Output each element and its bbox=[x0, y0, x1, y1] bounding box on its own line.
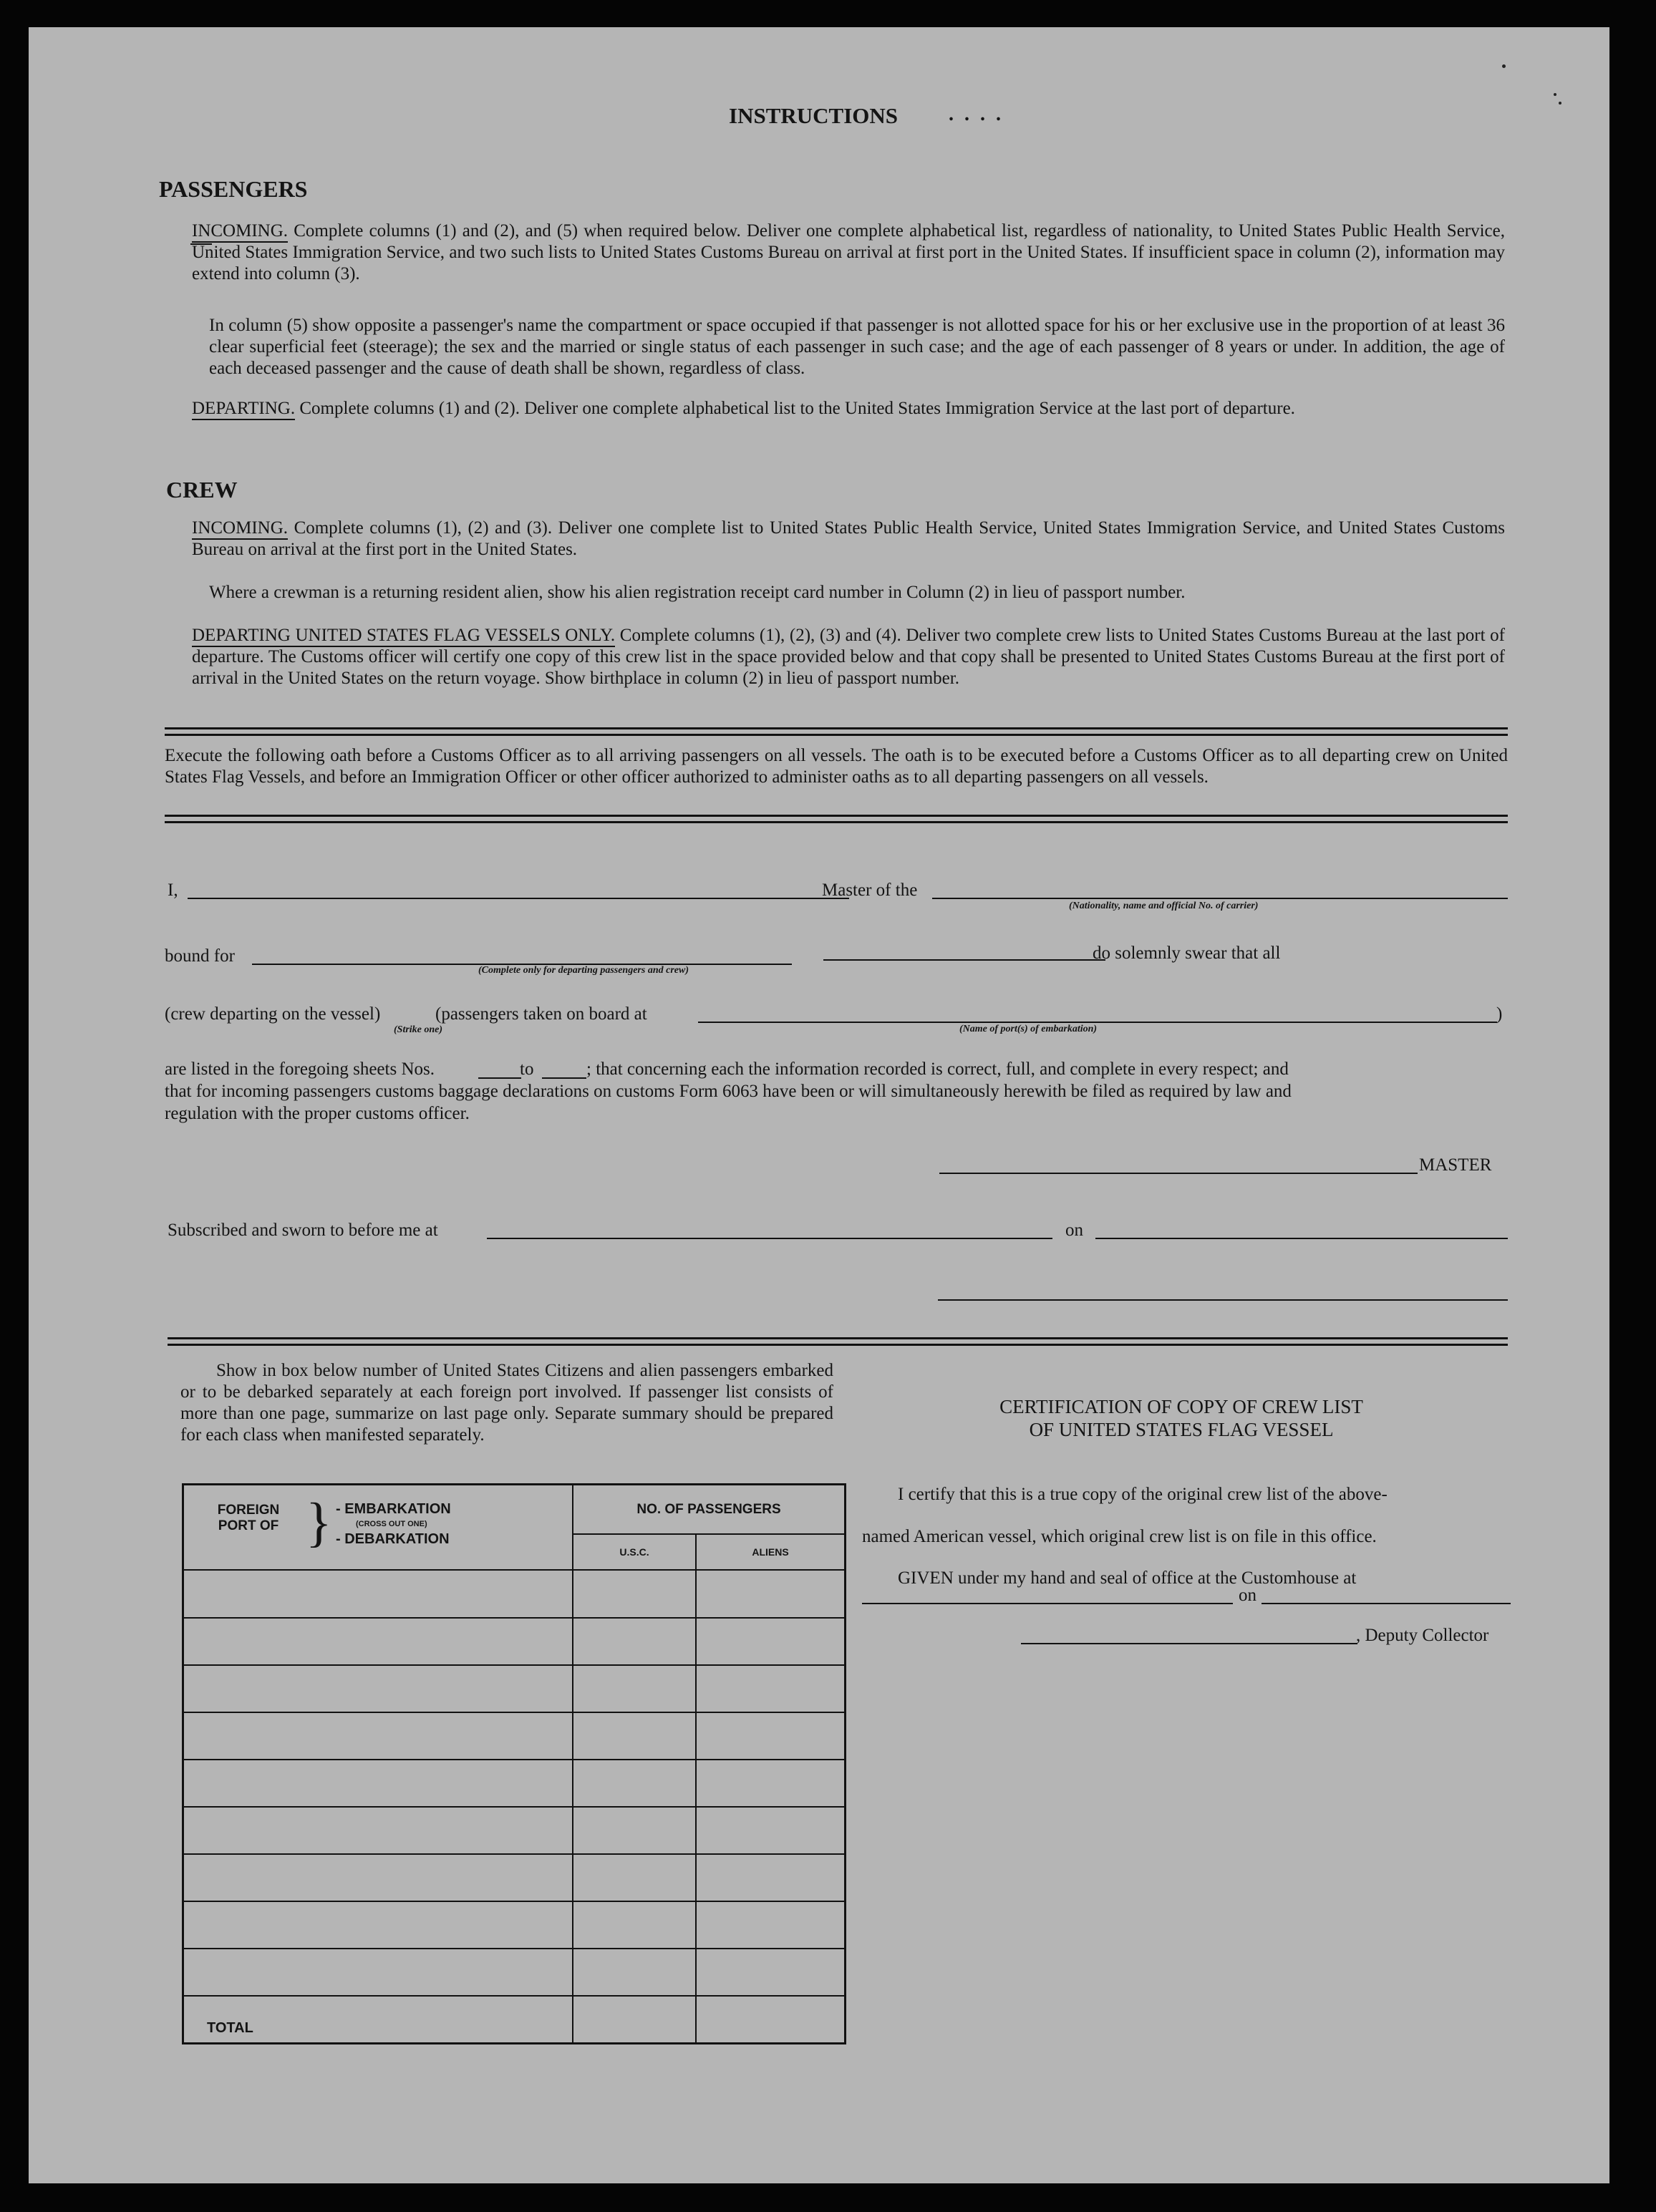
certification-heading-line-1: CERTIFICATION OF COPY OF CREW LIST bbox=[999, 1396, 1363, 1417]
summary-instructions: Show in box below number of United States Citizens and alien passengers embarked or to be debarked separately at each foreign port involved. If passenger list consists of more than one page, summarize on last page only. Separate summary should be prepared for each class when manifested separately. bbox=[180, 1361, 833, 1445]
usc-cell[interactable] bbox=[573, 1570, 696, 1617]
passengers-departing-label: DEPARTING. bbox=[192, 399, 295, 420]
sworn-date-field[interactable] bbox=[1095, 1238, 1508, 1239]
aliens-cell[interactable] bbox=[696, 1949, 846, 1996]
port-cell[interactable] bbox=[183, 1665, 573, 1712]
title-marks: . . . . bbox=[949, 103, 1004, 125]
nationality-note: (Nationality, name and official No. of carrier) bbox=[1069, 901, 1259, 911]
brace-symbol: } bbox=[306, 1492, 332, 1553]
crew-incoming-text: Complete columns (1), (2) and (3). Deliver one complete list to United States Public Health Service, United States Immigration Service, and United States Customs Bureau on arrival at the first port in the United States. bbox=[192, 518, 1506, 559]
master-of-the-label: Master of the bbox=[822, 881, 918, 900]
usc-header: U.S.C. bbox=[573, 1534, 696, 1570]
total-row-label-cell bbox=[183, 1996, 573, 2043]
master-label: MASTER bbox=[1419, 1155, 1492, 1175]
aliens-cell[interactable] bbox=[696, 1570, 846, 1617]
debarkation-option[interactable]: - DEBARKATION bbox=[336, 1531, 450, 1547]
aliens-cell[interactable] bbox=[696, 1901, 846, 1949]
section-divider bbox=[165, 727, 1508, 736]
subscribed-label: Subscribed and sworn to before me at bbox=[168, 1221, 438, 1240]
port-cell[interactable] bbox=[183, 1760, 573, 1807]
master-signature-field[interactable] bbox=[939, 1173, 1418, 1174]
officer-signature-field[interactable] bbox=[938, 1299, 1508, 1301]
port-cell[interactable] bbox=[183, 1901, 573, 1949]
port-cell[interactable] bbox=[183, 1618, 573, 1665]
do-solemnly-label: do solemnly swear that all bbox=[1093, 944, 1281, 963]
crew-departing-option[interactable]: (crew departing on the vessel) bbox=[165, 1004, 381, 1024]
sworn-on-label: on bbox=[1065, 1221, 1083, 1240]
crew-incoming-paragraph bbox=[192, 518, 1505, 561]
usc-cell[interactable] bbox=[573, 1949, 696, 1996]
deputy-collector-label: , Deputy Collector bbox=[1356, 1626, 1489, 1645]
cross-out-note: (CROSS OUT ONE) bbox=[356, 1519, 427, 1528]
sheet-from-field[interactable] bbox=[478, 1077, 521, 1079]
oath-i-label: I, bbox=[168, 881, 178, 900]
usc-cell[interactable] bbox=[573, 1807, 696, 1854]
oath-instructions: Execute the following oath before a Customs Officer as to all arriving passengers on all vessels. The oath is to be executed before a Customs Officer as to all departing crew on United States Flag Vessels, and before an Immigration Officer or other officer authorized to administer oaths as to all departing passengers on all vessels. bbox=[165, 746, 1508, 787]
embarkation-option[interactable]: - EMBARKATION bbox=[336, 1500, 451, 1517]
certification-on-label: on bbox=[1239, 1586, 1256, 1605]
speck-mark bbox=[1554, 93, 1556, 96]
form-sheet bbox=[29, 27, 1609, 2183]
port-cell[interactable] bbox=[183, 1712, 573, 1760]
passengers-incoming-paragraph bbox=[192, 220, 1505, 285]
listed-to: to bbox=[520, 1059, 534, 1079]
aliens-cell[interactable] bbox=[696, 1665, 846, 1712]
aliens-cell[interactable] bbox=[696, 1854, 846, 1901]
speck-mark bbox=[1502, 64, 1506, 68]
aliens-cell[interactable] bbox=[696, 1760, 846, 1807]
passengers-taken-option[interactable]: (passengers taken on board at bbox=[435, 1004, 647, 1024]
speck-mark bbox=[1559, 102, 1561, 105]
sheet-to-field[interactable] bbox=[542, 1077, 586, 1079]
deputy-collector-signature-field[interactable] bbox=[1021, 1643, 1357, 1644]
aliens-total-cell[interactable] bbox=[696, 1996, 846, 2043]
certify-line-1: I certify that this is a true copy of the original crew list of the above- bbox=[898, 1485, 1388, 1504]
crew-departing-text: Complete columns (1), (2), (3) and (4). Deliver two complete crew lists to United States Customs Bureau at the last port of departure. The Customs officer will certify one copy of this crew list in the space provided below and that copy shall be presented to United States Customs Bureau at the first port of arrival in the United States on the return voyage. Show birthplace in column (2) in lieu of passport number. bbox=[192, 626, 1506, 688]
section-divider bbox=[165, 815, 1508, 823]
sworn-place-field[interactable] bbox=[487, 1238, 1052, 1239]
port-cell[interactable] bbox=[183, 1949, 573, 1996]
listed-suffix: ; that concerning each the information recorded is correct, full, and complete in every respect; and bbox=[586, 1059, 1289, 1079]
usc-cell[interactable] bbox=[573, 1760, 696, 1807]
listed-prefix: are listed in the foregoing sheets Nos. bbox=[165, 1059, 435, 1079]
passengers-column5-paragraph: In column (5) show opposite a passenger's name the compartment or space occupied if that passenger is not allotted space for his or her exclusive use in the proportion of at least 36 clear superficial feet (steerage); the sex and the married or single status of each passenger in such case; and the age of each passenger of 8 years or under. In addition, the age of each deceased passenger and the cause of death shall be shown, regardless of class. bbox=[209, 316, 1505, 378]
page-title: INSTRUCTIONS bbox=[729, 103, 899, 128]
certification-heading-line-2: OF UNITED STATES FLAG VESSEL bbox=[1029, 1419, 1334, 1440]
section-divider bbox=[168, 1337, 1508, 1346]
port-header-cell bbox=[183, 1485, 573, 1571]
given-line: GIVEN under my hand and seal of office at the Customhouse at bbox=[898, 1568, 1357, 1588]
listed-line-3: regulation with the proper customs officer. bbox=[165, 1104, 470, 1123]
usc-cell[interactable] bbox=[573, 1618, 696, 1665]
bound-for-label: bound for bbox=[165, 946, 235, 966]
passengers-incoming-label: INCOMING. bbox=[192, 221, 288, 243]
certification-heading bbox=[902, 1395, 1461, 1441]
passengers-departing-paragraph bbox=[192, 398, 1505, 419]
customhouse-field[interactable] bbox=[862, 1603, 1233, 1604]
passengers-departing-text: Complete columns (1) and (2). Deliver one complete alphabetical list to the United States Immigration Service at the last port of departure. bbox=[299, 399, 1295, 418]
certification-date-field[interactable] bbox=[1262, 1603, 1511, 1604]
crew-departing-label: DEPARTING UNITED STATES FLAG VESSELS ONLY. bbox=[192, 626, 615, 647]
port-cell[interactable] bbox=[183, 1854, 573, 1901]
port-cell[interactable] bbox=[183, 1807, 573, 1854]
certify-line-2: named American vessel, which original crew list is on file in this office. bbox=[862, 1527, 1377, 1546]
total-label: TOTAL bbox=[207, 2020, 253, 2036]
crew-departing-paragraph bbox=[192, 625, 1505, 689]
crew-incoming-label: INCOMING. bbox=[192, 518, 288, 540]
passengers-incoming-text: Complete columns (1) and (2), and (5) when required below. Deliver one complete alphabetical list, regardless of nationality, to United States Public Health Service, United States Immigration Service, and two such lists to United States Customs Bureau on arrival at first port in the United States. If insufficient space in column (2), information may extend into column (3). bbox=[192, 221, 1506, 283]
no-of-passengers-header: NO. OF PASSENGERS bbox=[573, 1485, 846, 1535]
aliens-cell[interactable] bbox=[696, 1807, 846, 1854]
crew-heading: CREW bbox=[166, 477, 238, 503]
aliens-header: ALIENS bbox=[696, 1534, 846, 1570]
port-note: (Name of port(s) of embarkation) bbox=[959, 1024, 1098, 1034]
incoming-tick bbox=[190, 243, 212, 245]
passenger-summary-table bbox=[182, 1483, 846, 2044]
carrier-field[interactable] bbox=[932, 898, 1508, 899]
master-name-field[interactable] bbox=[188, 898, 849, 899]
usc-cell[interactable] bbox=[573, 1712, 696, 1760]
port-of-embarkation-field[interactable] bbox=[698, 1022, 1497, 1023]
port-cell[interactable] bbox=[183, 1570, 573, 1617]
crew-resident-paragraph: Where a crewman is a returning resident alien, show his alien registration receipt card number in Column (2) in lieu of passport number. bbox=[209, 583, 1186, 602]
usc-cell[interactable] bbox=[573, 1901, 696, 1949]
foreign-port-of-label: FOREIGN PORT OF bbox=[217, 1502, 280, 1533]
aliens-cell[interactable] bbox=[696, 1712, 846, 1760]
complete-only-note: (Complete only for departing passengers and crew) bbox=[478, 965, 689, 976]
listed-line-2: that for incoming passengers customs baggage declarations on customs Form 6063 have been or will simultaneously herewith be filed as required by law and bbox=[165, 1082, 1292, 1101]
usc-total-cell[interactable] bbox=[573, 1996, 696, 2043]
strike-one-note: (Strike one) bbox=[394, 1024, 443, 1035]
close-paren: ) bbox=[1496, 1004, 1503, 1024]
aliens-cell[interactable] bbox=[696, 1618, 846, 1665]
usc-cell[interactable] bbox=[573, 1665, 696, 1712]
passengers-heading: PASSENGERS bbox=[159, 176, 308, 202]
usc-cell[interactable] bbox=[573, 1854, 696, 1901]
bound-for-field-2[interactable] bbox=[823, 959, 1105, 961]
